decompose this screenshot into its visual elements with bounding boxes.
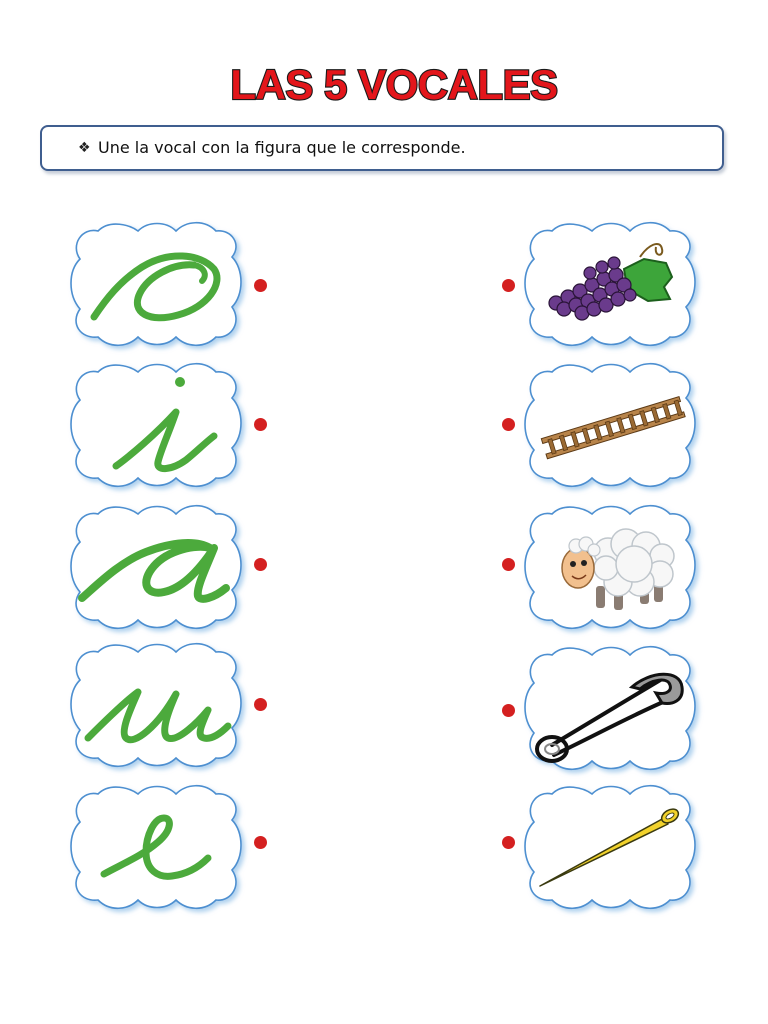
picture-card-ladder xyxy=(522,358,698,490)
picture-dot-needle[interactable] xyxy=(502,836,515,849)
cursive-u-icon xyxy=(68,638,244,770)
needle-icon xyxy=(522,780,698,912)
page-title-art xyxy=(0,55,768,115)
picture-dot-safety-pin[interactable] xyxy=(502,704,515,717)
diamond-bullet-icon: ❖ xyxy=(78,140,91,156)
vowel-card-i xyxy=(68,358,244,490)
page-title-text: LAS 5 VOCALES xyxy=(230,61,558,108)
picture-card-needle xyxy=(522,780,698,912)
cursive-o-icon xyxy=(68,217,244,349)
page-title xyxy=(0,55,768,115)
vowel-card-a xyxy=(68,500,244,632)
picture-dot-ladder[interactable] xyxy=(502,418,515,431)
cursive-e-icon xyxy=(68,780,244,912)
instruction-text: Une la vocal con la figura que le corresponde. xyxy=(98,138,466,157)
picture-card-sheep xyxy=(522,500,698,632)
picture-dot-sheep[interactable] xyxy=(502,558,515,571)
picture-dot-grapes[interactable] xyxy=(502,279,515,292)
vowel-dot-a[interactable] xyxy=(254,558,267,571)
cursive-i-icon xyxy=(68,358,244,490)
cursive-a-icon xyxy=(68,500,244,632)
instruction-box xyxy=(40,125,724,171)
sheep-icon xyxy=(522,500,698,632)
vowel-card-e xyxy=(68,780,244,912)
grapes-icon xyxy=(522,217,698,349)
vowel-card-u xyxy=(68,638,244,770)
vowel-dot-u[interactable] xyxy=(254,698,267,711)
vowel-dot-o[interactable] xyxy=(254,279,267,292)
vowel-card-o xyxy=(68,217,244,349)
picture-card-grapes xyxy=(522,217,698,349)
picture-card-safety-pin xyxy=(522,641,698,773)
ladder-icon xyxy=(522,358,698,490)
vowel-dot-i[interactable] xyxy=(254,418,267,431)
vowel-dot-e[interactable] xyxy=(254,836,267,849)
safety-pin-icon xyxy=(522,641,698,773)
